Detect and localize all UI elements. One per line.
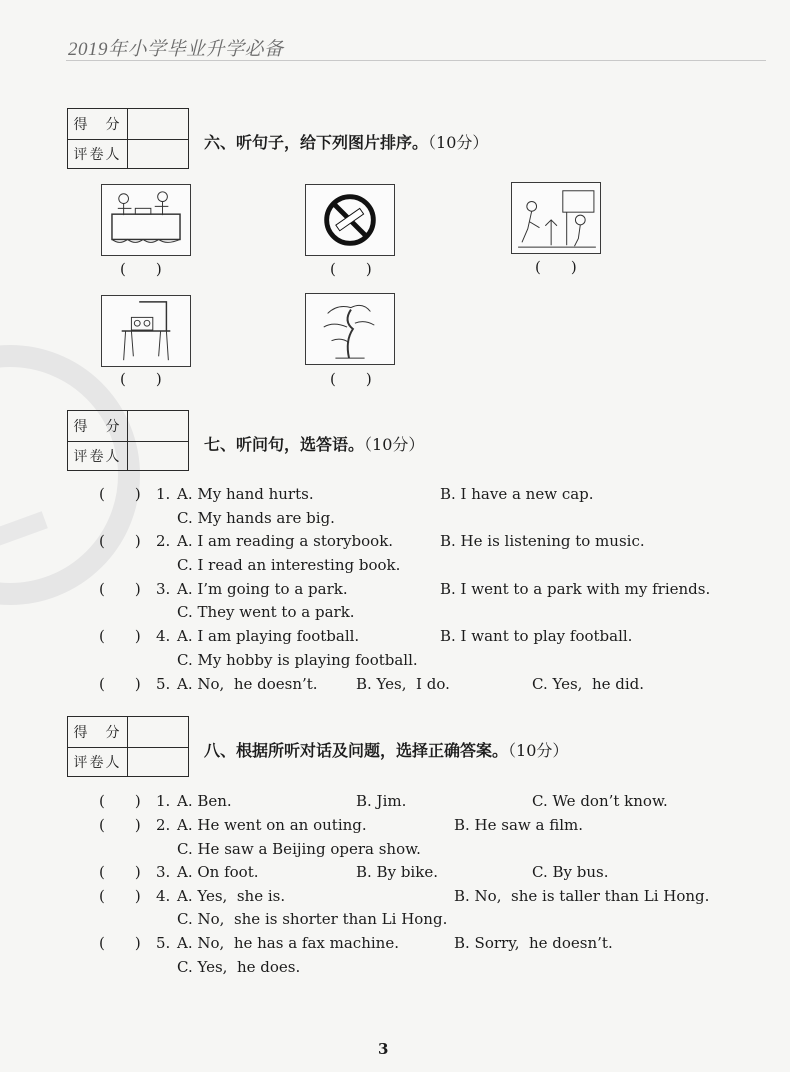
score-box-section8 xyxy=(67,716,189,777)
section6-title: 六、听句子，给下列图片排序。（10分） xyxy=(204,133,489,152)
q8-1-blank[interactable]: ( ) xyxy=(99,792,141,810)
q8-1-num: 1. xyxy=(156,792,171,810)
tree-planting-icon xyxy=(511,182,601,254)
q8-5-option-b: B. Sorry, he doesn’t. xyxy=(454,934,613,952)
q7-2-option-a: A. I am reading a storybook. xyxy=(177,532,394,550)
grader-cell[interactable] xyxy=(128,747,188,777)
q8-2-num: 2. xyxy=(156,816,171,834)
q8-5-option-c: C. Yes, he does. xyxy=(177,958,301,976)
score-box-section7 xyxy=(67,410,189,471)
grader-label: 评卷人 xyxy=(68,441,128,471)
q7-1-option-a: A. My hand hurts. xyxy=(177,485,314,503)
section8-points: （10分） xyxy=(508,741,569,760)
q8-5-option-a: A. No, he has a fax machine. xyxy=(177,934,399,952)
q8-5-blank[interactable]: ( ) xyxy=(99,934,141,952)
q8-3-blank[interactable]: ( ) xyxy=(99,863,141,881)
book-header-title: 2019年小学毕业升学必备 xyxy=(68,39,284,60)
q7-2-option-c: C. I read an interesting book. xyxy=(177,556,401,574)
section6-points: （10分） xyxy=(428,133,489,152)
answer-blank[interactable]: ( ) xyxy=(330,370,372,388)
no-smoking-sign-icon xyxy=(305,184,395,256)
q8-2-option-a: A. He went on an outing. xyxy=(177,816,367,834)
q7-2-num: 2. xyxy=(156,532,171,550)
q7-5-option-c: C. Yes, he did. xyxy=(532,675,645,693)
q7-3-blank[interactable]: ( ) xyxy=(99,580,141,598)
header-rule xyxy=(66,60,766,61)
q7-1-num: 1. xyxy=(156,485,171,503)
q7-3-num: 3. xyxy=(156,580,171,598)
page-number: 3 xyxy=(378,1040,389,1058)
q7-2-blank[interactable]: ( ) xyxy=(99,532,141,550)
score-cell[interactable] xyxy=(128,411,188,441)
q7-1-option-c: C. My hands are big. xyxy=(177,509,335,527)
q7-2-option-b: B. He is listening to music. xyxy=(440,532,645,550)
grader-cell[interactable] xyxy=(128,441,188,471)
q8-2-option-c: C. He saw a Beijing opera show. xyxy=(177,840,421,858)
q8-4-option-a: A. Yes, she is. xyxy=(177,887,286,905)
q7-5-option-a: A. No, he doesn’t. xyxy=(177,675,318,693)
score-cell[interactable] xyxy=(128,717,188,747)
q7-4-blank[interactable]: ( ) xyxy=(99,627,141,645)
q8-1-option-b: B. Jim. xyxy=(356,792,407,810)
q8-5-num: 5. xyxy=(156,934,171,952)
grader-cell[interactable] xyxy=(128,139,188,169)
q8-3-option-b: B. By bike. xyxy=(356,863,438,881)
q8-4-option-b: B. No, she is taller than Li Hong. xyxy=(454,887,710,905)
score-cell[interactable] xyxy=(128,109,188,139)
answer-blank[interactable]: ( ) xyxy=(120,260,162,278)
section8-title: 八、根据所听对话及问题，选择正确答案。（10分） xyxy=(204,741,569,760)
q7-1-option-b: B. I have a new cap. xyxy=(440,485,594,503)
q8-4-blank[interactable]: ( ) xyxy=(99,887,141,905)
q8-3-option-a: A. On foot. xyxy=(177,863,259,881)
q8-1-option-c: C. We don’t know. xyxy=(532,792,668,810)
kids-at-table-icon xyxy=(101,184,191,256)
q8-2-option-b: B. He saw a film. xyxy=(454,816,584,834)
section7-title: 七、听问句，选答语。（10分） xyxy=(204,435,425,454)
radio-on-chair-icon xyxy=(101,295,191,367)
q8-3-option-c: C. By bus. xyxy=(532,863,609,881)
q7-3-option-b: B. I went to a park with my friends. xyxy=(440,580,711,598)
q7-4-option-b: B. I want to play football. xyxy=(440,627,633,645)
grader-label: 评卷人 xyxy=(68,747,128,777)
grader-label: 评卷人 xyxy=(68,139,128,169)
score-label: 得 分 xyxy=(68,717,128,747)
q8-2-blank[interactable]: ( ) xyxy=(99,816,141,834)
q8-4-option-c: C. No, she is shorter than Li Hong. xyxy=(177,910,448,928)
q7-5-num: 5. xyxy=(156,675,171,693)
answer-blank[interactable]: ( ) xyxy=(330,260,372,278)
bonsai-tree-icon xyxy=(305,293,395,365)
watermark-stamp xyxy=(0,345,140,605)
q7-3-option-c: C. They went to a park. xyxy=(177,603,355,621)
q7-1-blank[interactable]: ( ) xyxy=(99,485,141,503)
q7-4-option-c: C. My hobby is playing football. xyxy=(177,651,418,669)
answer-blank[interactable]: ( ) xyxy=(535,258,577,276)
answer-blank[interactable]: ( ) xyxy=(120,370,162,388)
score-box-section6 xyxy=(67,108,189,169)
q7-5-blank[interactable]: ( ) xyxy=(99,675,141,693)
q7-4-num: 4. xyxy=(156,627,171,645)
score-label: 得 分 xyxy=(68,109,128,139)
q8-3-num: 3. xyxy=(156,863,171,881)
q8-4-num: 4. xyxy=(156,887,171,905)
score-label: 得 分 xyxy=(68,411,128,441)
q7-4-option-a: A. I am playing football. xyxy=(177,627,360,645)
section7-points: （10分） xyxy=(364,435,425,454)
q8-1-option-a: A. Ben. xyxy=(177,792,232,810)
q7-5-option-b: B. Yes, I do. xyxy=(356,675,450,693)
q7-3-option-a: A. I’m going to a park. xyxy=(177,580,348,598)
